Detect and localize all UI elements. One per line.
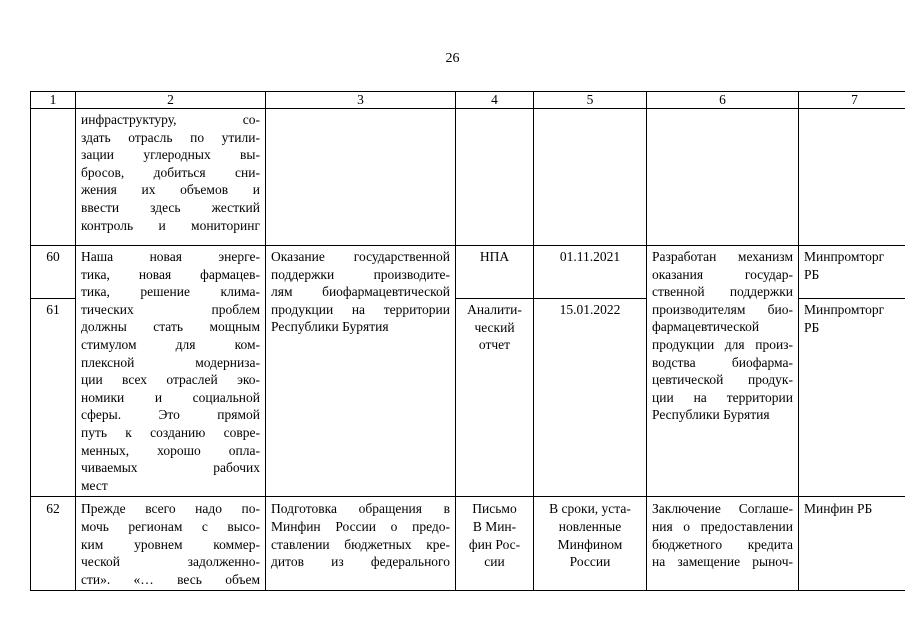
result-cell: Разработан механизм оказания государ- ственной поддержки производителям био- фармацевтической продукции для произ- водства биофарма- цевтической продук- ции на территории Республики Бурятия <box>647 246 799 497</box>
event-text-cell: инфраструктуру, со- здать отрасль по утили- зации углеродных вы- бросов, добиться сни- жения их объемов и ввести здесь жесткий контроль и мониторинг <box>76 109 266 246</box>
header-cell: 3 <box>266 92 456 109</box>
result-cell: Заключение Соглаше- ния о предоставлении бюджетного кредита на замещение рыноч- <box>647 497 799 591</box>
header-cell: 4 <box>456 92 534 109</box>
measure-cell: Оказание государственной поддержки производите- лям биофармацевтической продукции на территории Республики Бурятия <box>266 246 456 497</box>
header-cell: 1 <box>31 92 76 109</box>
table-row-62 <box>31 497 905 591</box>
deadline-cell: 01.11.2021 <box>534 246 647 299</box>
document-type-cell: Письмо В Мин- фин Рос- сии <box>456 497 534 591</box>
table-row-60 <box>31 246 905 299</box>
row-number-cell <box>31 109 76 246</box>
event-text-cell: Наша новая энерге- тика, новая фармацев- тика, решение клима- тических проблем должны стать мощным стимулом для ком- плексной модерниза- ции всех отраслей эко- номики и социальной сферы. Это прямой путь к созданию совре- менных, хорошо опла- чиваемых рабочих мест <box>76 246 266 497</box>
document-type-cell: Аналити- ческий отчет <box>456 298 534 496</box>
row-number-cell: 60 <box>31 246 76 299</box>
header-cell: 6 <box>647 92 799 109</box>
page-number: 26 <box>445 51 460 66</box>
measure-cell: Подготовка обращения в Минфин России о предо- ставлении бюджетных кре- дитов из федерального <box>266 497 456 591</box>
row-number-cell: 62 <box>31 497 76 591</box>
document-type-cell <box>456 109 534 246</box>
responsible-cell: Минпромторг РБ <box>799 246 905 299</box>
table-row-continued <box>31 109 905 246</box>
responsible-cell: Минфин РБ <box>799 497 905 591</box>
responsible-cell: Минпромторг РБ <box>799 298 905 496</box>
header-cell: 7 <box>799 92 905 109</box>
row-number-cell: 61 <box>31 298 76 496</box>
measures-table <box>30 91 905 591</box>
result-cell <box>647 109 799 246</box>
deadline-cell: В сроки, уста- новленные Минфином России <box>534 497 647 591</box>
document-type-cell: НПА <box>456 246 534 299</box>
header-row <box>31 92 905 109</box>
header-cell: 5 <box>534 92 647 109</box>
responsible-cell <box>799 109 905 246</box>
event-text-cell: Прежде всего надо по- мочь регионам с высо- ким уровнем коммер- ческой задолженно- сти». «… весь объем <box>76 497 266 591</box>
header-cell: 2 <box>76 92 266 109</box>
deadline-cell: 15.01.2022 <box>534 298 647 496</box>
deadline-cell <box>534 109 647 246</box>
measure-cell <box>266 109 456 246</box>
